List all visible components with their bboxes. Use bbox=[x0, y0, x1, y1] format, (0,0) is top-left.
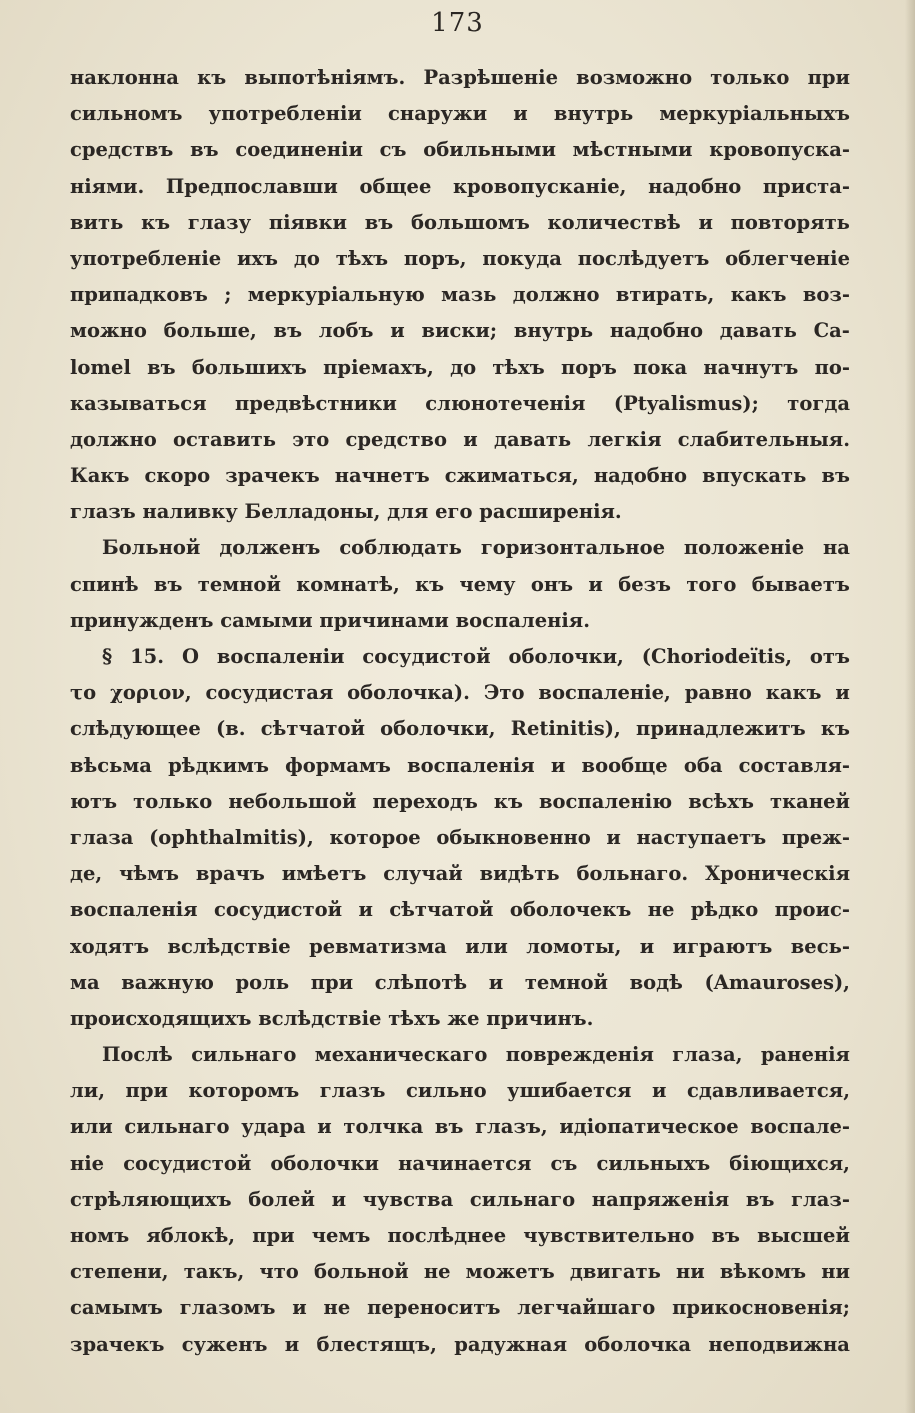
word: біющихся, bbox=[729, 1151, 850, 1175]
word: къ bbox=[820, 717, 850, 741]
word: поръ bbox=[560, 355, 617, 379]
word: составля- bbox=[738, 753, 850, 777]
word: легкія bbox=[587, 427, 662, 451]
word: до bbox=[293, 246, 320, 270]
word: (Ptyalismus); bbox=[613, 391, 759, 415]
word: переноситъ bbox=[367, 1296, 501, 1320]
word: ихъ bbox=[236, 246, 279, 270]
section-heading-line bbox=[70, 639, 850, 675]
word: стрѣляющихъ bbox=[70, 1187, 232, 1211]
word: сильнаго bbox=[191, 1043, 297, 1067]
word: вѣкомъ bbox=[719, 1260, 807, 1284]
word: и bbox=[651, 1079, 667, 1103]
body-text bbox=[70, 60, 850, 1363]
text-line bbox=[70, 1037, 850, 1073]
word: водѣ bbox=[629, 970, 683, 994]
word: послѣднее bbox=[387, 1224, 507, 1247]
word: что bbox=[259, 1260, 299, 1284]
word: мазь bbox=[441, 283, 497, 307]
word: въ bbox=[745, 1187, 775, 1211]
word: безъ bbox=[618, 572, 672, 596]
word: облегченіе bbox=[725, 246, 850, 270]
word: вить bbox=[70, 210, 124, 234]
word: Ca- bbox=[813, 319, 850, 343]
word: сосудистой bbox=[362, 645, 491, 668]
word: ушибается bbox=[507, 1079, 632, 1103]
word: тогда bbox=[787, 391, 850, 415]
word: внутрь bbox=[553, 102, 634, 126]
word: всѣхъ bbox=[688, 789, 754, 813]
text-line bbox=[70, 169, 850, 205]
word: и bbox=[317, 1115, 332, 1139]
text-line bbox=[70, 96, 850, 132]
word: какъ bbox=[765, 681, 822, 705]
word: употребленіе bbox=[70, 246, 222, 270]
word: яблокѣ, bbox=[146, 1224, 236, 1247]
text-line bbox=[70, 1327, 850, 1363]
text-line bbox=[70, 748, 850, 784]
word: того bbox=[686, 572, 737, 596]
word: переходъ bbox=[372, 789, 478, 813]
word: къ bbox=[415, 572, 445, 596]
word: можно bbox=[70, 319, 147, 343]
word: отъ bbox=[809, 645, 850, 668]
word: надобно bbox=[593, 464, 688, 488]
word: и bbox=[513, 102, 528, 126]
word: удара bbox=[241, 1115, 306, 1139]
word: на bbox=[823, 536, 850, 560]
word: въ bbox=[190, 138, 219, 162]
word: спинѣ bbox=[70, 572, 139, 596]
word: (Choriodeïtis, bbox=[641, 645, 792, 668]
word: темной bbox=[197, 572, 281, 596]
word: такъ, bbox=[183, 1260, 245, 1284]
word: количествѣ bbox=[547, 210, 681, 234]
word: при bbox=[125, 1079, 168, 1103]
word: легчайшаго bbox=[517, 1296, 656, 1320]
word: слабительныя. bbox=[677, 427, 850, 451]
word: пріемахъ, bbox=[323, 355, 434, 379]
text-line bbox=[70, 277, 850, 313]
word: оба bbox=[683, 753, 723, 777]
word: сильнаго bbox=[124, 1115, 230, 1139]
word: сильно bbox=[405, 1079, 487, 1103]
word: Больной bbox=[102, 536, 201, 560]
word: и bbox=[284, 1332, 300, 1356]
word: сѣтчатой bbox=[389, 898, 494, 922]
word: ни bbox=[821, 1260, 850, 1284]
text-line bbox=[70, 675, 850, 711]
word: вѣсьма bbox=[70, 753, 152, 777]
word: слюнотеченія bbox=[425, 391, 586, 415]
word: кровопуска- bbox=[709, 138, 850, 162]
word: воспаленію bbox=[539, 789, 673, 813]
word: при bbox=[252, 1224, 295, 1247]
text-line bbox=[70, 1146, 850, 1182]
word: (ophthalmitis), bbox=[149, 825, 314, 849]
word: принадлежитъ bbox=[636, 717, 806, 741]
word: чему bbox=[459, 572, 516, 596]
word: въ bbox=[147, 355, 176, 379]
text-line bbox=[70, 929, 850, 965]
word: толчка bbox=[343, 1115, 424, 1139]
word: въ bbox=[821, 464, 850, 488]
word: или bbox=[70, 1115, 113, 1139]
word: оболочка bbox=[584, 1332, 692, 1356]
word: и bbox=[550, 753, 566, 777]
word: сосудистой bbox=[213, 898, 343, 922]
word: рѣдко bbox=[690, 898, 759, 922]
word: идіопатическое bbox=[559, 1115, 739, 1139]
word: соединеніи bbox=[235, 138, 363, 162]
word: το bbox=[70, 681, 97, 705]
text-line bbox=[70, 856, 850, 892]
text-line bbox=[70, 1182, 850, 1218]
text-line bbox=[70, 313, 850, 349]
word: ютъ bbox=[70, 789, 118, 813]
word: и bbox=[606, 825, 621, 849]
word: мѣстными bbox=[572, 138, 693, 162]
word: при bbox=[310, 970, 354, 994]
word: врачъ bbox=[195, 862, 265, 886]
word: играютъ bbox=[672, 934, 773, 958]
word: неподвижна bbox=[708, 1332, 850, 1356]
word: онъ bbox=[530, 572, 574, 596]
word: высшей bbox=[757, 1224, 850, 1247]
word: наступаетъ bbox=[636, 825, 767, 849]
text-line bbox=[70, 205, 850, 241]
word: большомъ bbox=[410, 210, 530, 234]
word: ходятъ bbox=[70, 934, 150, 958]
word: тканей bbox=[770, 789, 850, 813]
word: 15. bbox=[130, 645, 165, 668]
word: прикосновенія; bbox=[672, 1296, 850, 1320]
word: поръ, bbox=[403, 246, 467, 270]
word: ; bbox=[224, 283, 232, 307]
word: впускать bbox=[702, 464, 807, 488]
text-line bbox=[70, 567, 850, 603]
word: слѣдующее bbox=[70, 717, 201, 741]
word: сдавливается, bbox=[686, 1079, 850, 1103]
word: втирать, bbox=[615, 283, 715, 307]
word: важную bbox=[121, 970, 214, 994]
text-line bbox=[70, 422, 850, 458]
word: зрачекъ bbox=[70, 1332, 165, 1356]
word: воспаленія bbox=[70, 898, 198, 922]
word: сѣтчатой bbox=[260, 717, 365, 741]
word: тѣхъ bbox=[335, 246, 389, 270]
word: (в. bbox=[215, 717, 246, 741]
word: оболочки bbox=[270, 1151, 379, 1175]
word: больной bbox=[313, 1260, 409, 1284]
word: средствъ bbox=[70, 138, 174, 162]
word: темной bbox=[524, 970, 608, 994]
word: употребленіи bbox=[208, 102, 362, 126]
word: воспаленія bbox=[407, 753, 535, 777]
word: не bbox=[647, 898, 675, 922]
text-line bbox=[70, 1109, 850, 1145]
word: ломоты, bbox=[526, 934, 622, 958]
word: оболочекъ bbox=[509, 898, 632, 922]
word: начнутъ bbox=[703, 355, 799, 379]
word: О bbox=[181, 645, 199, 668]
word: только bbox=[710, 66, 790, 89]
word: и bbox=[488, 970, 504, 994]
word: сосудистой bbox=[123, 1151, 252, 1175]
text-line bbox=[70, 711, 850, 747]
word: къ bbox=[141, 210, 171, 234]
word: большихъ bbox=[191, 355, 307, 379]
word: больше, bbox=[163, 319, 257, 343]
word: давать bbox=[719, 319, 797, 343]
word: Какъ bbox=[70, 464, 130, 488]
word: двигать bbox=[569, 1260, 661, 1284]
page-edge-shadow bbox=[905, 0, 915, 1413]
word: равно bbox=[684, 681, 752, 705]
word: оболочки, bbox=[508, 645, 624, 668]
text-line: происходящихъ вслѣдствіе тѣхъ же причинъ. bbox=[70, 1006, 594, 1030]
word: ніе bbox=[70, 1151, 105, 1175]
word: казываться bbox=[70, 391, 207, 415]
word: это bbox=[292, 427, 330, 451]
word: сосудистая bbox=[205, 681, 334, 705]
text-line bbox=[70, 350, 850, 386]
word: не bbox=[323, 1296, 351, 1320]
word: въ bbox=[153, 572, 183, 596]
word: только bbox=[133, 789, 213, 813]
word: или bbox=[465, 934, 508, 958]
word: тѣхъ bbox=[492, 355, 545, 379]
word: суженъ bbox=[181, 1332, 268, 1356]
word: къ bbox=[197, 66, 227, 89]
word: сильнаго bbox=[469, 1187, 576, 1211]
word: и bbox=[463, 427, 478, 451]
word: напряженія bbox=[591, 1187, 730, 1211]
word: обильными bbox=[423, 138, 556, 162]
word: номъ bbox=[70, 1224, 130, 1247]
text-line: принужденъ самыми причинами воспаленія. bbox=[70, 608, 590, 632]
word: Послѣ bbox=[102, 1043, 173, 1067]
word: де, bbox=[70, 862, 103, 886]
word: чемъ bbox=[311, 1224, 371, 1247]
word: Разрѣшеніе bbox=[423, 66, 558, 89]
word: начнетъ bbox=[334, 464, 430, 488]
word: положеніе bbox=[683, 536, 805, 560]
word: горизонтальное bbox=[480, 536, 665, 560]
text-line bbox=[70, 530, 850, 566]
text-line bbox=[70, 820, 850, 856]
word: сжиматься, bbox=[444, 464, 579, 488]
text-line bbox=[70, 458, 850, 494]
text-line bbox=[70, 784, 850, 820]
text-line bbox=[70, 1218, 850, 1254]
word: и bbox=[390, 319, 405, 343]
word: сильныхъ bbox=[596, 1151, 711, 1175]
word: раненія bbox=[760, 1043, 850, 1067]
word: обыкновенно bbox=[436, 825, 591, 849]
text-line bbox=[70, 1290, 850, 1326]
word: механическаго bbox=[314, 1043, 488, 1067]
word: не bbox=[423, 1260, 451, 1284]
word: больнаго. bbox=[576, 862, 689, 886]
word: § bbox=[102, 645, 113, 668]
word: глаз- bbox=[791, 1187, 850, 1211]
word: радужная bbox=[454, 1332, 567, 1356]
word: послѣдуетъ bbox=[577, 246, 710, 270]
word: приста- bbox=[762, 174, 850, 198]
word: Retinitis), bbox=[510, 717, 621, 741]
word: начинается bbox=[398, 1151, 532, 1175]
word: Предпославши bbox=[165, 174, 338, 198]
text-line bbox=[70, 1073, 850, 1109]
word: степени, bbox=[70, 1260, 169, 1284]
text-line: глазъ наливку Белладоны, для его расширенія. bbox=[70, 500, 622, 524]
word: Хроническія bbox=[705, 862, 850, 886]
word: воспаленіи bbox=[216, 645, 345, 668]
word: по- bbox=[814, 355, 850, 379]
word: глазомъ bbox=[179, 1296, 276, 1320]
word: формамъ bbox=[285, 753, 391, 777]
word: которое bbox=[329, 825, 421, 849]
word: кровопусканіе, bbox=[452, 174, 627, 198]
word: повторять bbox=[730, 210, 850, 234]
word: видѣть bbox=[479, 862, 560, 886]
word: припадковъ bbox=[70, 283, 208, 307]
word: глазъ, bbox=[475, 1115, 548, 1139]
word: и bbox=[588, 572, 603, 596]
word: (Amauroses), bbox=[704, 970, 850, 994]
word: долженъ bbox=[219, 536, 321, 560]
word: средство bbox=[345, 427, 447, 451]
word: глаза bbox=[70, 825, 134, 849]
text-line bbox=[70, 1254, 850, 1290]
word: воспаленіе, bbox=[538, 681, 671, 705]
word: до bbox=[450, 355, 477, 379]
word: общее bbox=[359, 174, 432, 198]
word: сильномъ bbox=[70, 102, 183, 126]
word: должно bbox=[70, 427, 157, 451]
word: какъ bbox=[730, 283, 787, 307]
word: поврежденія bbox=[505, 1043, 654, 1067]
word: воз- bbox=[802, 283, 850, 307]
word: вслѣдствіе bbox=[167, 934, 291, 958]
word: бываетъ bbox=[751, 572, 850, 596]
word: зрачекъ bbox=[225, 464, 320, 488]
word: меркуріальную bbox=[247, 283, 425, 307]
word: глаза, bbox=[672, 1043, 743, 1067]
page-number: 173 bbox=[431, 8, 484, 38]
word: слѣпотѣ bbox=[374, 970, 468, 994]
word: должно bbox=[512, 283, 600, 307]
text-line bbox=[70, 965, 850, 1001]
word: съ bbox=[379, 138, 407, 162]
word: въ bbox=[273, 319, 303, 343]
word: чѣмъ bbox=[119, 862, 179, 886]
word: ма bbox=[70, 970, 100, 994]
word: lomel bbox=[70, 355, 131, 379]
word: чувствительно bbox=[523, 1224, 695, 1247]
word: можетъ bbox=[465, 1260, 555, 1284]
word: болей bbox=[248, 1187, 315, 1211]
word: наклонна bbox=[70, 66, 179, 89]
word: къ bbox=[493, 789, 523, 813]
word: надобно bbox=[609, 319, 704, 343]
word: ни bbox=[675, 1260, 705, 1284]
text-line bbox=[70, 386, 850, 422]
word: давать bbox=[494, 427, 572, 451]
word: и bbox=[835, 681, 850, 705]
word: предвѣстники bbox=[234, 391, 397, 415]
word: ли, bbox=[70, 1079, 106, 1103]
word: которомъ bbox=[188, 1079, 300, 1103]
text-line bbox=[70, 132, 850, 168]
word: лобъ bbox=[318, 319, 374, 343]
word: виски; bbox=[421, 319, 498, 343]
word: глазу bbox=[187, 210, 252, 234]
word: внутрь bbox=[513, 319, 594, 343]
text-line bbox=[70, 60, 850, 96]
word: имѣетъ bbox=[281, 862, 367, 886]
text-line bbox=[70, 892, 850, 928]
word: покуда bbox=[482, 246, 562, 270]
word: соблюдать bbox=[339, 536, 462, 560]
word: и bbox=[292, 1296, 307, 1320]
word: оставить bbox=[173, 427, 276, 451]
word: самымъ bbox=[70, 1296, 163, 1320]
word: пока bbox=[633, 355, 688, 379]
word: скоро bbox=[144, 464, 211, 488]
word: вообще bbox=[581, 753, 668, 777]
word: снаружи bbox=[388, 102, 488, 126]
word: преж- bbox=[781, 825, 850, 849]
word: ніями. bbox=[70, 174, 145, 198]
word: и bbox=[698, 210, 713, 234]
word: возможно bbox=[576, 66, 693, 89]
word: ревматизма bbox=[309, 934, 447, 958]
word: съ bbox=[550, 1151, 578, 1175]
word: комнатѣ, bbox=[296, 572, 400, 596]
word: оболочки, bbox=[380, 717, 496, 741]
word: рѣдкимъ bbox=[168, 753, 269, 777]
word: въ bbox=[711, 1224, 740, 1247]
word: весь- bbox=[790, 934, 850, 958]
word: въ bbox=[434, 1115, 464, 1139]
word: въ bbox=[364, 210, 394, 234]
word: Это bbox=[483, 681, 525, 705]
word: глазъ bbox=[319, 1079, 386, 1103]
word: небольшой bbox=[228, 789, 357, 813]
word: проис- bbox=[774, 898, 850, 922]
text-line bbox=[70, 241, 850, 277]
word: блестящъ, bbox=[316, 1332, 437, 1356]
word: и bbox=[331, 1187, 347, 1211]
word: χοριον, bbox=[110, 681, 192, 705]
word: піявки bbox=[268, 210, 347, 234]
word: и bbox=[358, 898, 373, 922]
word: оболочка). bbox=[347, 681, 470, 705]
word: случай bbox=[383, 862, 463, 886]
word: роль bbox=[235, 970, 290, 994]
word: надобно bbox=[648, 174, 742, 198]
word: чувства bbox=[362, 1187, 454, 1211]
word: выпотѣніямъ. bbox=[244, 66, 406, 89]
word: воспале- bbox=[750, 1115, 850, 1139]
word: меркуріальныхъ bbox=[659, 102, 850, 126]
word: при bbox=[807, 66, 850, 89]
word: и bbox=[639, 934, 655, 958]
